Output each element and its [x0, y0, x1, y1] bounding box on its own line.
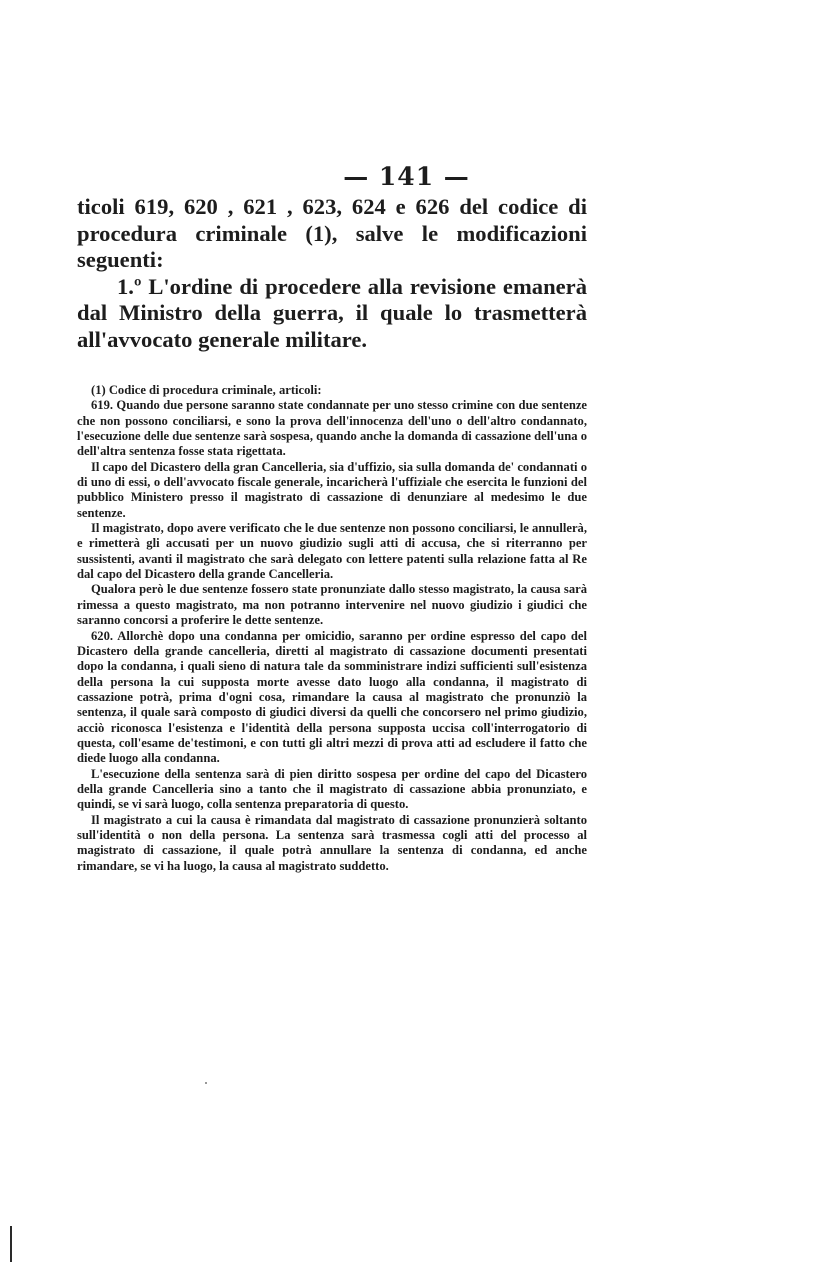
paper-speck [205, 1082, 207, 1084]
footnote-paragraph: Il capo del Dicastero della gran Cancelleria, sia d'uffizio, sia sulla domanda de' condannati o di uno di essi, o dell'avvocato fiscale generale, incaricherà l'uffiziale che esercita le funzioni del pubblico Ministero presso il magistrato di cassazione di denunziare al medesimo le due sentenze. [77, 459, 587, 520]
footnote-paragraph: Il magistrato a cui la causa è rimandata dal magistrato di cassazione pronunzierà soltanto sull'identità o non della persona. La sentenza sarà trasmessa cogli atti del processo al magistrato di cassazione, il quale potrà annullare la sentenza di condanna, ed anche rimandare, se vi ha luogo, la causa al magistrato suddetto. [77, 812, 587, 873]
main-paragraph: ticoli 619, 620 , 621 , 623, 624 e 626 del codice di procedura criminale (1), salve le modificazioni seguenti: [77, 194, 587, 273]
footnote-paragraph: 619. Quando due persone saranno state condannate per uno stesso crimine con due sentenze che non possono conciliarsi, e sono la prova dell'innocenza dell'uno o dell'altro condannato, l'esecuzione delle due sentenze sarà sospesa, quando anche la domanda di cassazione dell'una o dell'altra sentenza fosse stata rigettata. [77, 398, 587, 459]
main-paragraph: 1.º L'ordine di procedere alla revisione emanerà dal Ministro della guerra, il quale lo trasmetterà all'avvocato generale militare. [77, 273, 587, 352]
footnote-heading: (1) Codice di procedura criminale, articoli: [91, 383, 322, 397]
footnote-paragraph: Il magistrato, dopo avere verificato che le due sentenze non possono conciliarsi, le annullerà, e rimetterà gli accusati per un nuovo giudizio sugli atti di accusa, che si riterranno per sussistenti, avanti il magistrato che sarà delegato con lettere patenti sulla relazione fatta al Re dal capo del Dicastero della grande Cancelleria. [77, 521, 587, 582]
footnote-paragraph: Qualora però le due sentenze fossero state pronunziate dallo stesso magistrato, la causa sarà rimessa a questo magistrato, ma non potranno intervenire nel nuovo giudizio i giudici che saranno concorsi a proferire le dette sentenze. [77, 582, 587, 628]
scan-edge-mark [10, 1226, 12, 1262]
footnote-block [77, 383, 587, 874]
footnote-paragraph: 620. Allorchè dopo una condanna per omicidio, saranno per ordine espresso del capo del Dicastero della grande cancelleria, diretti al magistrato di cassazione documenti presentati dopo la condanna, i quali sieno di natura tale da somministrare indizi sufficienti sull'esistenza della persona la cui supposta morte avesse dato luogo alla condanna, il magistrato di cassazione potrà, prima d'ogni cosa, rimandare la causa al magistrato che pronunziò la sentenza, il quale sarà composto di giudici diversi da quelli che concorsero nel primo giudizio, acciò riconosca l'esistenza e l'identità della persona supposta uccisa coll'interrogatorio di questa, coll'esame de'testimoni, e con tutti gli altri mezzi di prova atti ad escludere il fatto che diede luogo alla condanna. [77, 628, 587, 766]
footnote-paragraph: L'esecuzione della sentenza sarà di pien diritto sospesa per ordine del capo del Dicastero della grande Cancelleria sino a tanto che il magistrato di cassazione abbia pronunziato, e quindi, se vi sarà luogo, colla sentenza preparatoria di questo. [77, 766, 587, 812]
page-number: — 141 — [343, 162, 470, 191]
main-text [77, 194, 587, 354]
